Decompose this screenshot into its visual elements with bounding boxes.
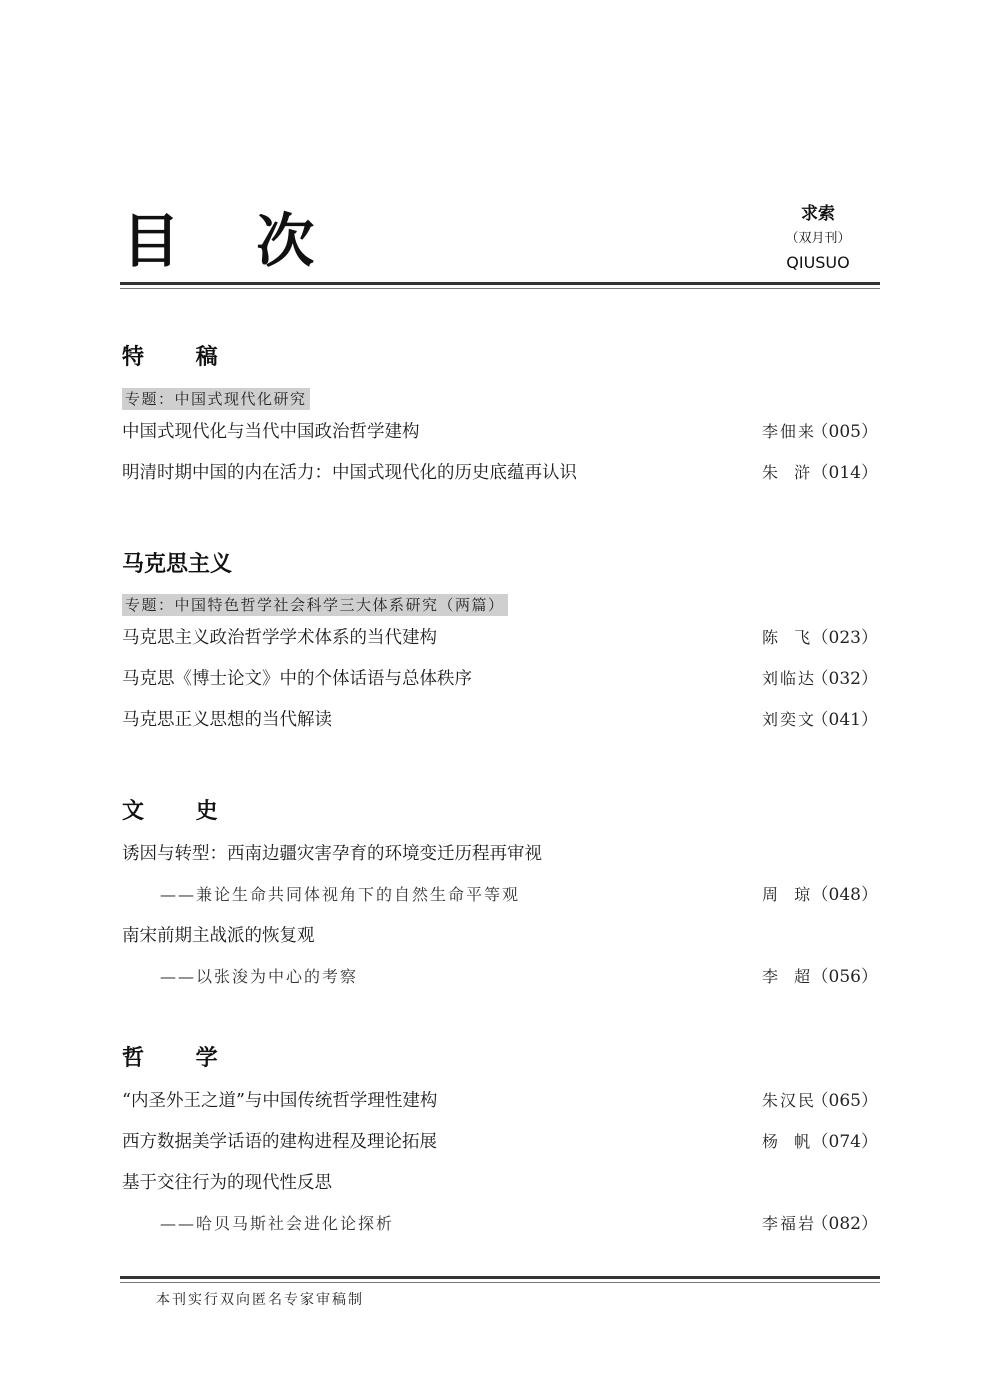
toc-entry-subtitle[interactable] <box>122 875 880 916</box>
article-page: （074） <box>811 1132 878 1152</box>
article-title[interactable]: 马克思正义思想的当代解读 <box>122 710 332 730</box>
toc-entry[interactable] <box>122 834 880 875</box>
article-author: 杨 帆 <box>762 1132 813 1151</box>
footer-rule-thin <box>120 1282 880 1283</box>
section-title: 哲 学 <box>122 1046 240 1071</box>
review-policy-note: 本刊实行双向匿名专家审稿制 <box>156 1292 364 1308</box>
journal-name: 求索 <box>801 204 835 224</box>
article-author: 朱汉民 <box>762 1091 817 1110</box>
article-subtitle[interactable]: ——哈贝马斯社会进化论探析 <box>160 1214 395 1233</box>
article-author: 李福岩 <box>762 1214 817 1233</box>
article-subtitle[interactable]: ——兼论生命共同体视角下的自然生命平等观 <box>160 885 521 904</box>
toc-entry[interactable] <box>122 1122 880 1163</box>
section-special <box>122 343 880 494</box>
toc-entry[interactable] <box>122 659 880 700</box>
article-author: 刘奕文 <box>762 710 817 729</box>
section-marxism <box>122 550 880 741</box>
article-title[interactable]: 明清时期中国的内在活力：中国式现代化的历史底蕴再认识 <box>122 463 577 483</box>
section-title: 特 稿 <box>122 345 240 370</box>
article-title[interactable]: 诱因与转型：西南边疆灾害孕育的环境变迁历程再审视 <box>122 844 542 864</box>
header-rule-thin <box>120 288 880 289</box>
article-title[interactable]: “内圣外王之道”与中国传统哲学理性建构 <box>122 1091 438 1111</box>
article-author: 刘临达 <box>762 669 817 688</box>
section-title: 马克思主义 <box>122 552 233 577</box>
article-page: （032） <box>811 669 878 689</box>
journal-frequency: （双月刊） <box>785 231 851 246</box>
toc-entry[interactable] <box>122 453 880 494</box>
article-page: （082） <box>811 1214 878 1234</box>
article-title[interactable]: 马克思《博士论文》中的个体话语与总体秩序 <box>122 669 472 689</box>
article-page: （014） <box>811 463 878 483</box>
article-title[interactable]: 基于交往行为的现代性反思 <box>122 1173 332 1193</box>
topic-label: 专题：中国式现代化研究 <box>122 388 310 410</box>
toc-entry-subtitle[interactable] <box>122 957 880 998</box>
footer-rule <box>120 1276 880 1279</box>
section-title: 文 史 <box>122 799 240 824</box>
article-author: 陈 飞 <box>762 628 813 647</box>
article-page: （023） <box>811 628 878 648</box>
toc-entry[interactable] <box>122 1163 880 1204</box>
toc-entry[interactable] <box>122 1081 880 1122</box>
header-rule <box>120 282 880 285</box>
article-title[interactable]: 中国式现代化与当代中国政治哲学建构 <box>122 422 420 442</box>
journal-latin-name: QIUSUO <box>786 253 850 272</box>
page-title: 目 次 <box>122 207 343 275</box>
toc-entry[interactable] <box>122 618 880 659</box>
section-literature-history <box>122 797 880 998</box>
article-title[interactable]: 马克思主义政治哲学学术体系的当代建构 <box>122 628 437 648</box>
article-title[interactable]: 西方数据美学话语的建构进程及理论拓展 <box>122 1132 437 1152</box>
article-title[interactable]: 南宋前期主战派的恢复观 <box>122 926 315 946</box>
journal-info <box>758 202 878 274</box>
article-author: 李佃来 <box>762 422 817 441</box>
article-page: （048） <box>811 885 878 905</box>
toc-entry[interactable] <box>122 412 880 453</box>
article-page: （041） <box>811 710 878 730</box>
toc-entry[interactable] <box>122 700 880 741</box>
section-philosophy <box>122 1044 880 1245</box>
article-page: （005） <box>811 422 878 442</box>
article-page: （065） <box>811 1091 878 1111</box>
toc-entry[interactable] <box>122 916 880 957</box>
article-author: 周 琼 <box>762 885 813 904</box>
article-subtitle[interactable]: ——以张浚为中心的考察 <box>160 967 359 986</box>
article-author: 李 超 <box>762 967 813 986</box>
article-author: 朱 浒 <box>762 463 813 482</box>
toc-entry-subtitle[interactable] <box>122 1204 880 1245</box>
topic-label: 专题：中国特色哲学社会科学三大体系研究（两篇） <box>122 594 508 616</box>
article-page: （056） <box>811 967 878 987</box>
